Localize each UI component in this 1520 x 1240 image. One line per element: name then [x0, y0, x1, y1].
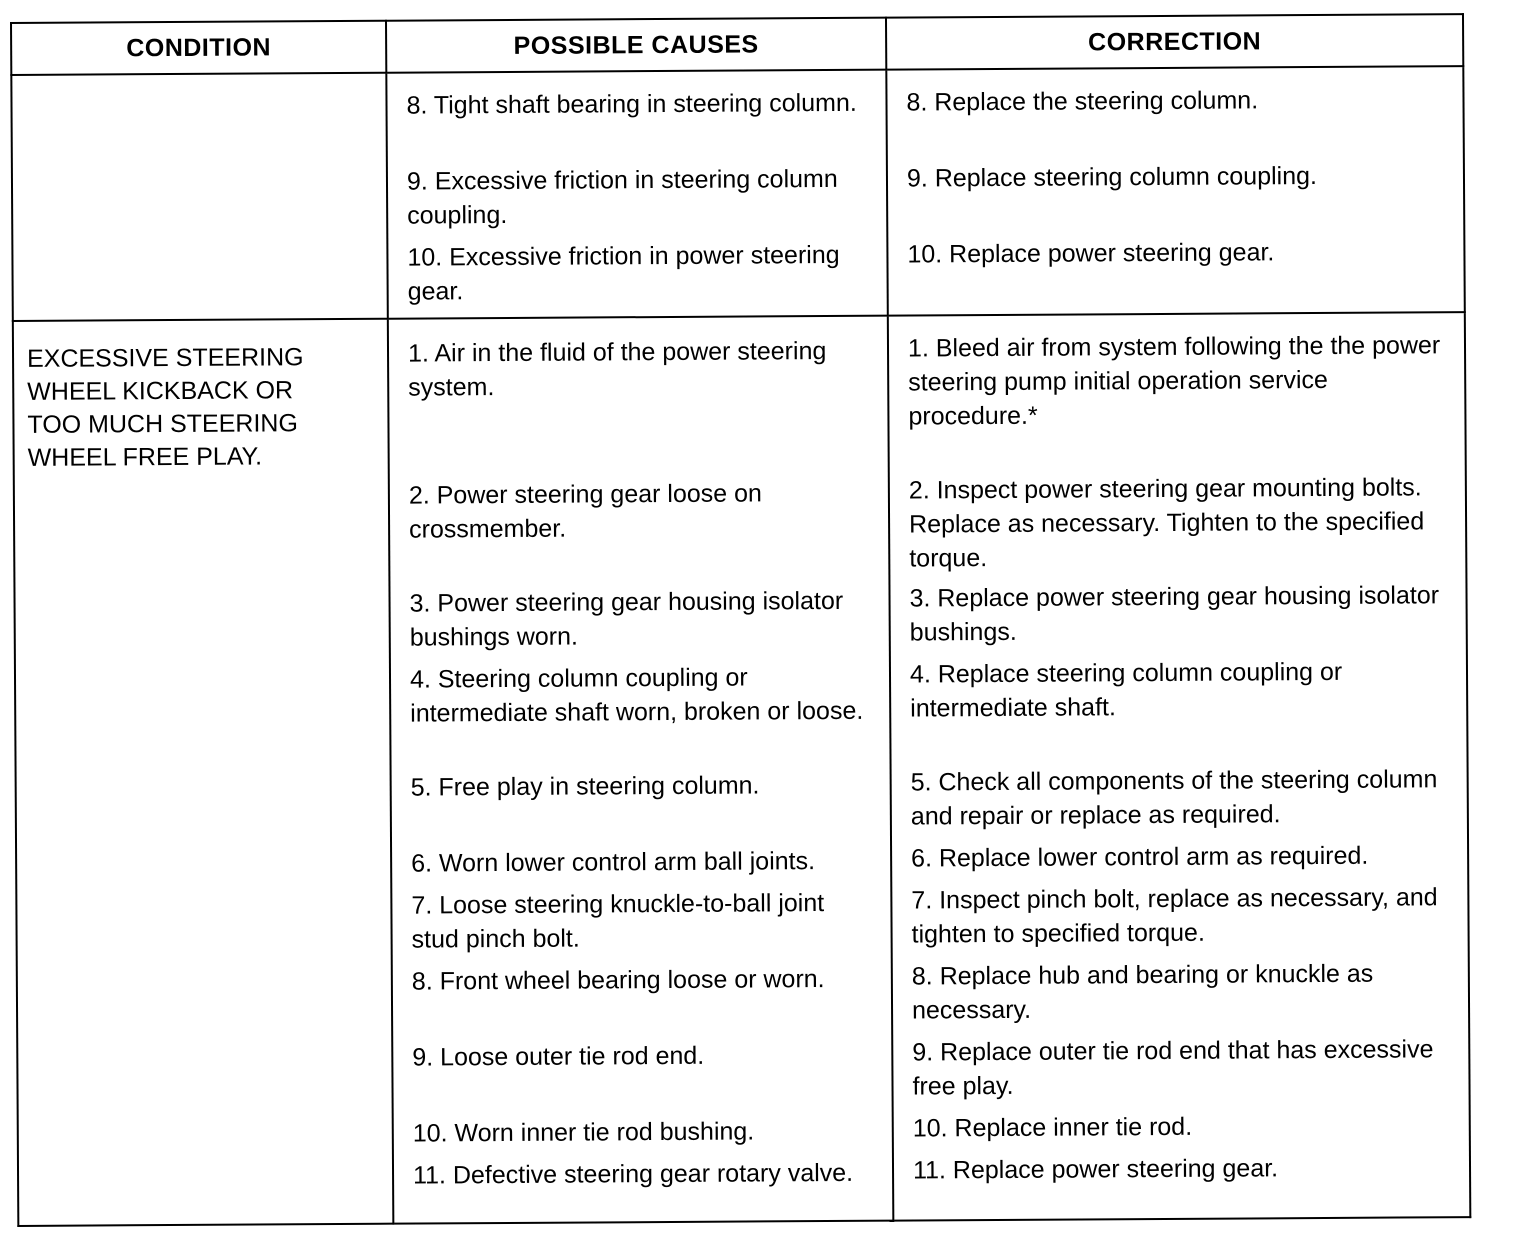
cause-item: 1. Air in the fluid of the power steering system.: [407, 337, 827, 402]
cause-item: 8. Tight shaft bearing in steering column.: [406, 88, 857, 120]
condition-cell: [13, 319, 394, 1226]
cause-item: 11. Defective steering gear rotary valve.: [412, 1158, 854, 1190]
cause-item: 5. Free play in steering column.: [410, 771, 760, 802]
cause-item: 4. Steering column coupling or intermediate shaft worn, broken or loose.: [409, 663, 864, 728]
correction-item: 10. Replace power steering gear.: [907, 238, 1275, 269]
table-row: [11, 66, 1464, 321]
causes-cell: [386, 70, 887, 319]
correction-item: 9. Replace steering column coupling.: [906, 162, 1318, 193]
cause-item: 9. Excessive friction in steering column coupling.: [406, 164, 838, 230]
header-possible-causes: POSSIBLE CAUSES: [386, 18, 886, 73]
correction-item: 2. Inspect power steering gear mounting bolts. Replace as necessary. Tighten to the specified torque.: [908, 473, 1425, 573]
condition-cell: [11, 73, 387, 321]
cause-item: 2. Power steering gear loose on crossmember.: [408, 479, 762, 544]
correction-cell: [886, 66, 1464, 316]
correction-item: 3. Replace power steering gear housing isolator bushings.: [909, 581, 1440, 647]
correction-item: 7. Inspect pinch bolt, replace as necessary, and tighten to specified torque.: [911, 883, 1438, 949]
correction-item: 11. Replace power steering gear.: [912, 1154, 1279, 1185]
correction-item: 1. Bleed air from system following the the power steering pump initial operation service procedure.*: [907, 331, 1441, 431]
cause-item: 7. Loose steering knuckle-to-ball joint stud pinch bolt.: [411, 889, 825, 954]
causes-cell: [388, 316, 894, 1224]
correction-item: 5. Check all components of the steering column and repair or replace as required.: [910, 765, 1438, 831]
correction-item: 8. Replace hub and bearing or knuckle as necessary.: [911, 959, 1374, 1025]
cause-item: 8. Front wheel bearing loose or worn.: [411, 965, 825, 996]
correction-item: 8. Replace the steering column.: [906, 86, 1259, 117]
cause-item: 10. Excessive friction in power steering gear.: [407, 240, 840, 306]
cause-item: 3. Power steering gear housing isolator bushings worn.: [409, 586, 844, 652]
header-correction: CORRECTION: [886, 14, 1463, 70]
header-condition: CONDITION: [11, 21, 386, 75]
correction-item: 10. Replace inner tie rod.: [912, 1112, 1193, 1143]
condition-text: EXCESSIVE STEERING WHEEL KICKBACK OR TOO MUCH STEERING WHEEL FREE PLAY.: [26, 343, 304, 472]
cause-item: 10. Worn inner tie rod bushing.: [412, 1117, 755, 1148]
cause-item: 6. Worn lower control arm ball joints.: [411, 847, 816, 878]
troubleshooting-page: [10, 13, 1469, 1227]
correction-item: 9. Replace outer tie rod end that has excessive free play.: [912, 1035, 1434, 1101]
correction-item: 6. Replace lower control arm as required.: [911, 841, 1369, 873]
condition-text: [13, 75, 384, 97]
correction-cell: [888, 312, 1471, 1221]
troubleshooting-table: [10, 13, 1471, 1227]
cause-item: 9. Loose outer tie rod end.: [412, 1041, 705, 1072]
header-row: [11, 14, 1463, 75]
correction-item: 4. Replace steering column coupling or intermediate shaft.: [909, 657, 1343, 723]
table-row: [13, 312, 1471, 1226]
